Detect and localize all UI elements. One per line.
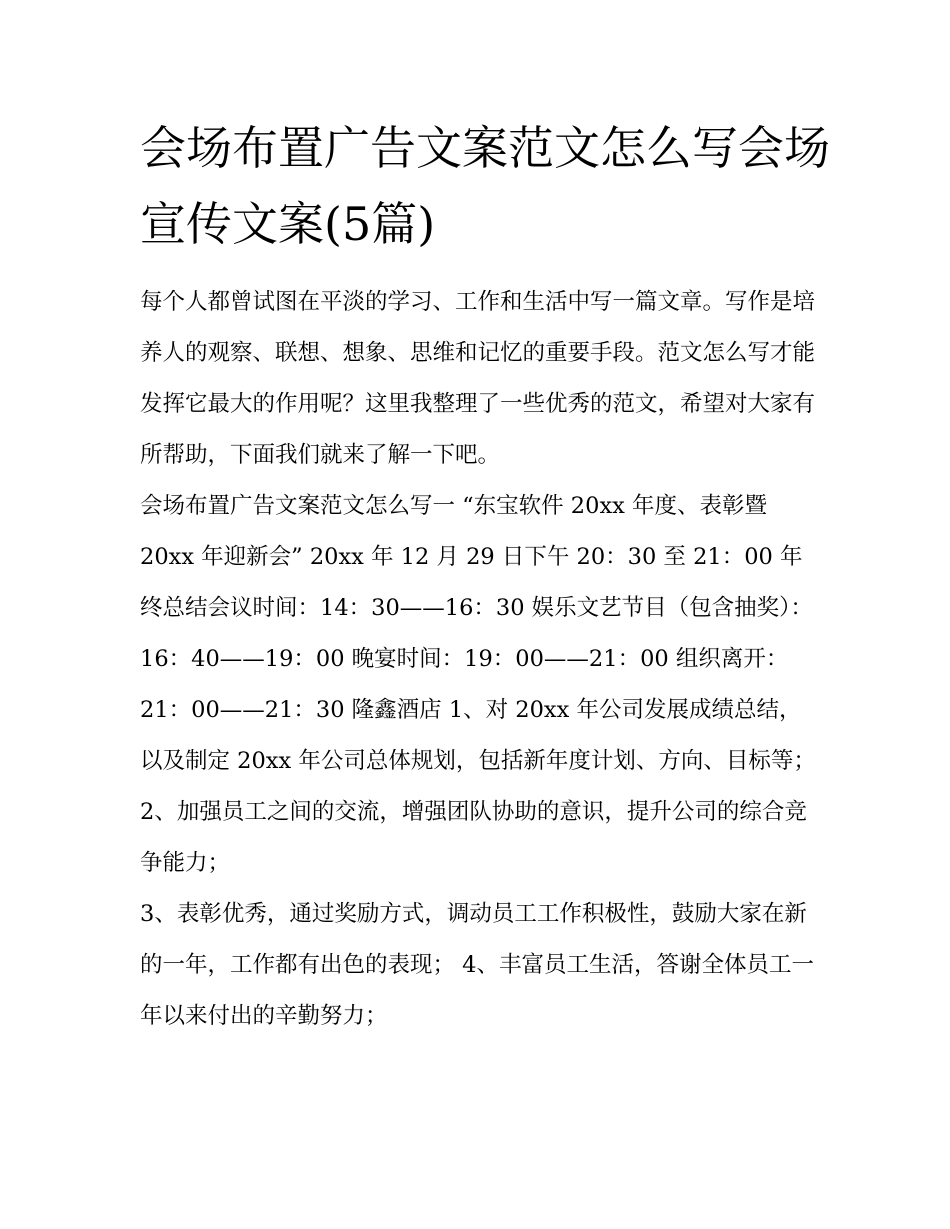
goal-paragraph-2: 2、加强员工之间的交流，增强团队协助的意识，提升公司的综合竞争能力； xyxy=(140,799,807,876)
document-body xyxy=(140,277,820,1042)
document-title: 会场布置广告文案范文怎么写会场宣传文案(5篇) xyxy=(140,121,830,251)
intro-paragraph: 每个人都曾试图在平淡的学习、工作和生活中写一篇文章。写作是培养人的观察、联想、想象、思维和记忆的重要手段。范文怎么写才能发挥它最大的作用呢？这里我整理了一些优秀的范文，希望对大家有所帮助，下面我们就来了解一下吧。 xyxy=(140,289,816,468)
event-details-paragraph: 会场布置广告文案范文怎么写一 “东宝软件 20xx 年度、表彰暨 20xx 年迎新会” 20xx 年 12 月 29 日下午 20：30 至 21：00 年终总结会议时间：14：30——16：30 娱乐文艺节目（包含抽奖）：16：40——19：00 晚宴时间：19：00——21：00 组织离开：21：00——21：30 隆鑫酒店 1、对 20xx 年公司发展成绩总结，以及制定 20xx 年公司总体规划，包括新年度计划、方向、目标等； xyxy=(140,493,816,774)
goal-paragraph-3: 3、表彰优秀，通过奖励方式，调动员工工作积极性，鼓励大家在新的一年，工作都有出色的表现； 4、丰富员工生活，答谢全体员工一年以来付出的辛勤努力； xyxy=(140,901,814,1029)
